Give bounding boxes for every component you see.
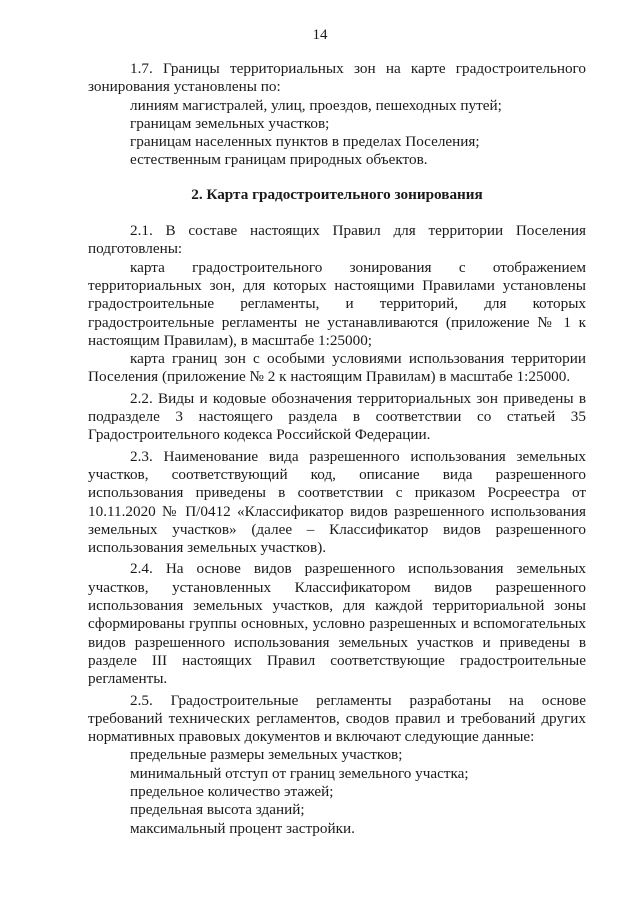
list-item: границам населенных пунктов в пределах Поселения; xyxy=(130,133,480,151)
page-number: 14 xyxy=(312,27,328,43)
paragraph-2-4: 2.4. На основе видов разрешенного использования земельных участков, установленных Классификатором видов разрешенного использования земельных участков, для каждой территориальной зоны сформированы группы основных, условно разрешенных и вспомогательных видов разрешенного использования земельных участков и приведены в разделе III настоящих Правил соответствующие градостроительные регламенты. xyxy=(88,560,586,688)
paragraph-2-1-item-2: карта границ зон с особыми условиями использования территории Поселения (приложение № 2 к настоящим Правилам) в масштабе 1:25000. xyxy=(88,350,586,386)
list-item: минимальный отступ от границ земельного участка; xyxy=(130,764,469,782)
paragraph-2-1: 2.1. В составе настоящих Правил для территории Поселения подготовлены: xyxy=(88,222,586,258)
list-item: предельные размеры земельных участков; xyxy=(130,746,403,764)
list-item: предельная высота зданий; xyxy=(130,801,305,819)
paragraph-1-7: 1.7. Границы территориальных зон на карте градостроительного зонирования установлены по: xyxy=(88,60,586,96)
list-item: границам земельных участков; xyxy=(130,114,330,132)
list-item: максимальный процент застройки. xyxy=(130,819,355,837)
paragraph-2-5: 2.5. Градостроительные регламенты разработаны на основе требований технических регламентов, сводов правил и требований других нормативных правовых документов и включают следующие данные: xyxy=(88,691,586,746)
paragraph-2-2: 2.2. Виды и кодовые обозначения территориальных зон приведены в подразделе 3 настоящего раздела в соответствии со статьей 35 Градостроительного кодекса Российской Федерации. xyxy=(88,389,586,444)
list-item: естественным границам природных объектов. xyxy=(130,151,428,169)
paragraph-2-3: 2.3. Наименование вида разрешенного использования земельных участков, соответствующий код, описание вида разрешенного использования приведены в соответствии с приказом Росреестра от 10.11.2020 № П/0412 «Классификатор видов разрешенного использования земельных участков» (далее – Классификатор видов разрешенного использования земельных участков). xyxy=(88,447,586,557)
paragraph-2-1-item-1: карта градостроительного зонирования с отображением территориальных зон, для которых настоящими Правилами установлены градостроительные регламенты, и территорий, для которых градостроительные регламенты не устанавливаются (приложение № 1 к настоящим Правилам), в масштабе 1:25000; xyxy=(88,258,586,349)
document-body xyxy=(88,60,586,838)
list-item: линиям магистралей, улиц, проездов, пешеходных путей; xyxy=(130,96,502,114)
list-item: предельное количество этажей; xyxy=(130,782,334,800)
section-heading: 2. Карта градостроительного зонирования xyxy=(191,185,483,203)
